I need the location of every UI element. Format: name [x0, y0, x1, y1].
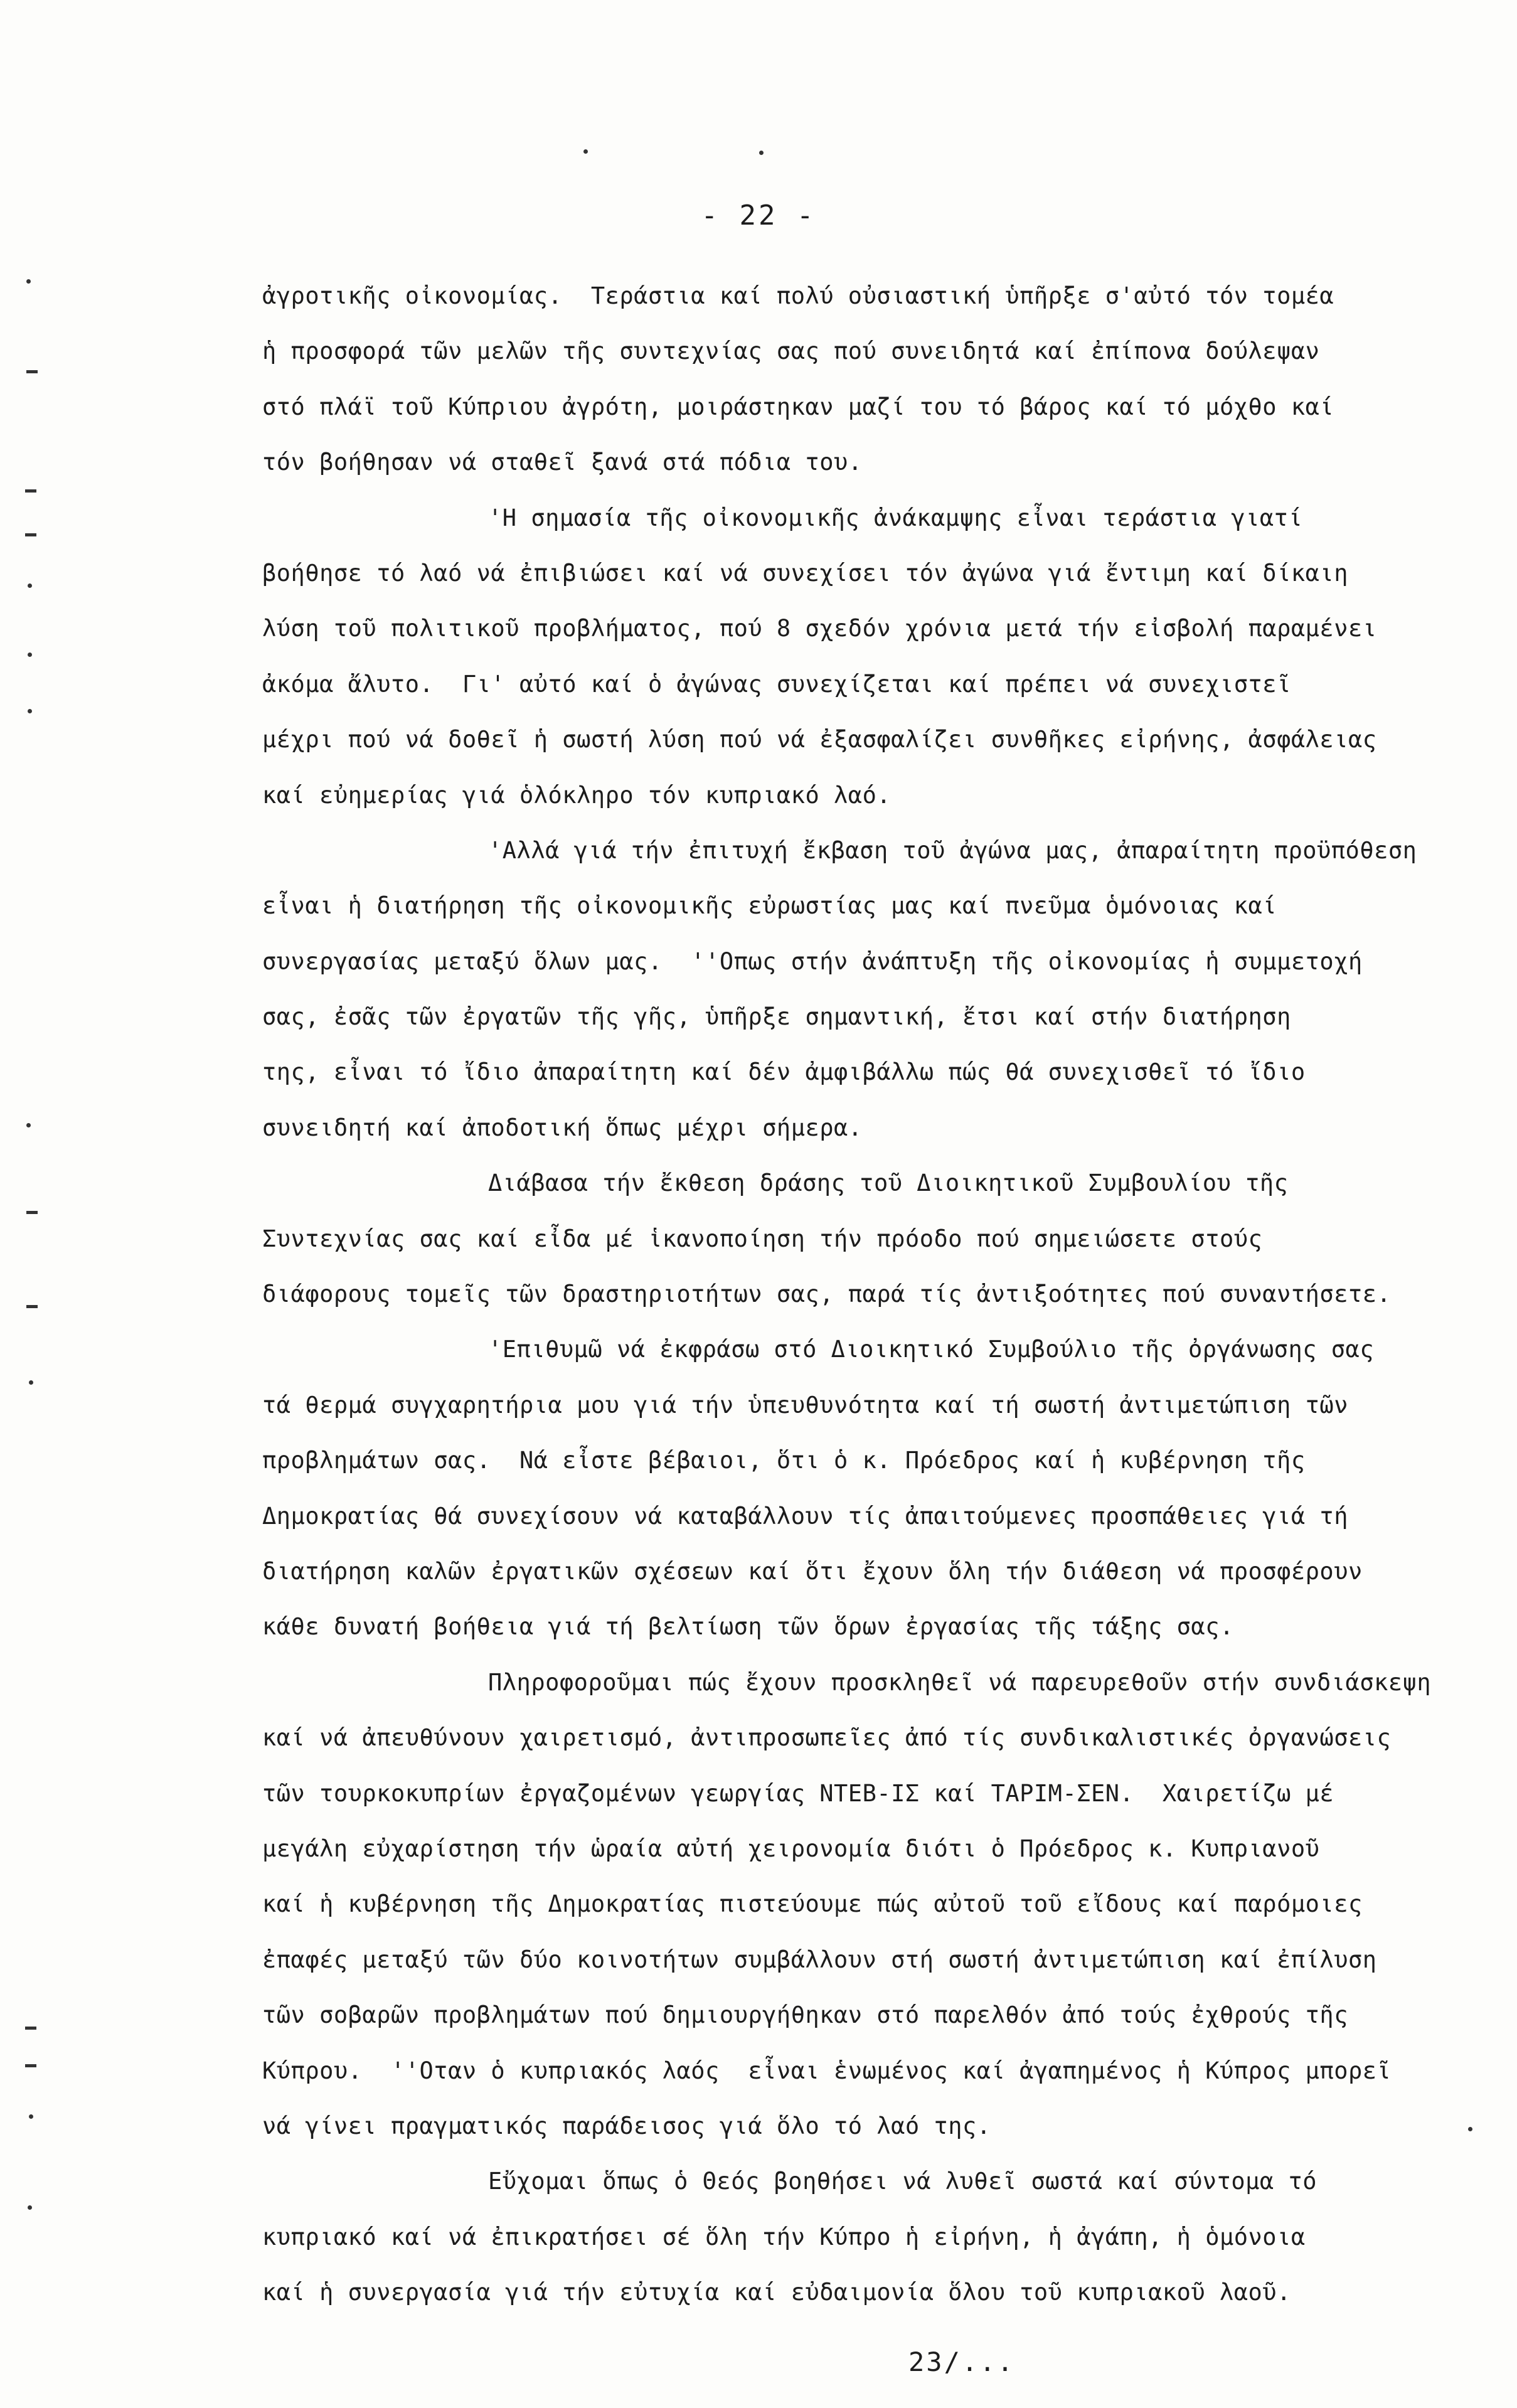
- text-line: Συντεχνίας σας καί εἶδα μέ ἱκανοποίηση τήν πρόοδο πού σημειώσετε στούς: [262, 1225, 1263, 1252]
- document-body: [262, 269, 1492, 2320]
- text-line: μέχρι πού νά δοθεῖ ἡ σωστή λύση πού νά ἐξασφαλίζει συνθῆκες εἰρήνης, ἀσφάλειας: [262, 726, 1377, 754]
- text-line: τῶν σοβαρῶν προβλημάτων πού δημιουργήθηκαν στό παρελθόν ἀπό τούς ἐχθρούς τῆς: [262, 2001, 1348, 2029]
- scan-speck: [26, 370, 38, 373]
- text-line: εἶναι ἡ διατήρηση τῆς οἰκονομικῆς εὐρωστίας μας καί πνεῦμα ὁμόνοιας καί: [262, 892, 1277, 920]
- text-line: καί ἡ συνεργασία γιά τήν εὐτυχία καί εὐδαιμονία ὅλου τοῦ κυπριακοῦ λαοῦ.: [262, 2279, 1291, 2306]
- text-line: Δημοκρατίας θά συνεχίσουν νά καταβάλλουν τίς ἀπαιτούμενες προσπάθειες γιά τή: [262, 1502, 1348, 1530]
- text-line: 'Η σημασία τῆς οἰκονομικῆς ἀνάκαμψης εἶναι τεράστια γιατί: [488, 504, 1303, 531]
- text-line: κάθε δυνατή βοήθεια γιά τή βελτίωση τῶν ὅρων ἐργασίας τῆς τάξης σας.: [262, 1613, 1234, 1641]
- text-line: 'Αλλά γιά τήν ἐπιτυχή ἔκβαση τοῦ ἀγώνα μας, ἀπαραίτητη προϋπόθεση: [488, 836, 1417, 864]
- text-line: λύση τοῦ πολιτικοῦ προβλήματος, πού 8 σχεδόν χρόνια μετά τήν εἰσβολή παραμένει: [262, 615, 1377, 642]
- text-line: διάφορους τομεῖς τῶν δραστηριοτήτων σας, παρά τίς ἀντιξοότητες πού συναντήσετε.: [262, 1281, 1392, 1308]
- scan-speck: [583, 149, 588, 154]
- text-line: Εὔχομαι ὅπως ὁ Θεός βοηθήσει νά λυθεῖ σωστά καί σύντομα τό: [488, 2168, 1317, 2195]
- text-line: καί εὐημερίας γιά ὁλόκληρο τόν κυπριακό λαό.: [262, 781, 892, 809]
- text-line: τῶν τουρκοκυπρίων ἐργαζομένων γεωργίας ΝΤΕΒ-ΙΣ καί ΤΑΡΙΜ-ΣΕΝ. Χαιρετίζω μέ: [262, 1779, 1334, 1807]
- text-line: Πληροφοροῦμαι πώς ἔχουν προσκληθεῖ νά παρευρεθοῦν στήν συνδιάσκεψη: [488, 1668, 1432, 1696]
- text-line: στό πλάϊ τοῦ Κύπριου ἀγρότη, μοιράστηκαν μαζί του τό βάρος καί τό μόχθο καί: [262, 393, 1334, 420]
- text-line: ἀκόμα ἄλυτο. Γι' αὐτό καί ὁ ἀγώνας συνεχίζεται καί πρέπει νά συνεχιστεῖ: [262, 670, 1291, 698]
- scan-speck: [25, 489, 36, 493]
- text-line: τόν βοήθησαν νά σταθεῖ ξανά στά πόδια του.: [262, 449, 863, 476]
- text-line: καί νά ἀπευθύνουν χαιρετισμό, ἀντιπροσωπεῖες ἀπό τίς συνδικαλιστικές ὀργανώσεις: [262, 1724, 1392, 1752]
- text-line: σας, ἐσᾶς τῶν ἐργατῶν τῆς γῆς, ὑπῆρξε σημαντική, ἔτσι καί στήν διατήρηση: [262, 1003, 1291, 1031]
- scan-speck: [26, 279, 31, 284]
- text-line: βοήθησε τό λαό νά ἐπιβιώσει καί νά συνεχίσει τόν ἀγώνα γιά ἔντιμη καί δίκαιη: [262, 559, 1348, 587]
- text-line: της, εἶναι τό ἴδιο ἀπαραίτητη καί δέν ἀμφιβάλλω πώς θά συνεχισθεῖ τό ἴδιο: [262, 1058, 1306, 1086]
- text-line: διατήρηση καλῶν ἐργατικῶν σχέσεων καί ὅτι ἔχουν ὅλη τήν διάθεση νά προσφέρουν: [262, 1557, 1363, 1585]
- page-number: - 22 -: [701, 200, 816, 232]
- scan-speck: [759, 151, 764, 155]
- scan-speck: [28, 2205, 32, 2210]
- scan-speck: [29, 2114, 33, 2119]
- scan-speck: [25, 2064, 36, 2067]
- text-line: Κύπρου. ''Οταν ὁ κυπριακός λαός εἶναι ἑνωμένος καί ἀγαπημένος ἡ Κύπρος μπορεῖ: [262, 2057, 1392, 2084]
- scan-speck: [26, 1305, 38, 1308]
- scan-speck: [25, 2027, 36, 2030]
- scan-speck: [25, 533, 36, 536]
- text-line: συνεργασίας μεταξύ ὅλων μας. ''Οπως στήν ἀνάπτυξη τῆς οἰκονομίας ἡ συμμετοχή: [262, 947, 1363, 975]
- text-line: μεγάλη εὐχαρίστηση τήν ὡραία αὐτή χειρονομία διότι ὁ Πρόεδρος κ. Κυπριανοῦ: [262, 1835, 1320, 1862]
- scan-speck: [28, 653, 32, 657]
- text-line: Διάβασα τήν ἔκθεση δράσης τοῦ Διοικητικοῦ Συμβουλίου τῆς: [488, 1169, 1289, 1197]
- scan-speck: [28, 709, 32, 713]
- scan-speck: [26, 1123, 31, 1127]
- text-line: προβλημάτων σας. Νά εἶστε βέβαιοι, ὅτι ὁ κ. Πρόεδρος καί ἡ κυβέρνηση τῆς: [262, 1447, 1306, 1474]
- text-line: ἡ προσφορά τῶν μελῶν τῆς συντεχνίας σας πού συνειδητά καί ἐπίπονα δούλεψαν: [262, 338, 1320, 365]
- continuation-marker: 23/...: [908, 2347, 1015, 2377]
- text-line: 'Επιθυμῶ νά ἐκφράσω στό Διοικητικό Συμβούλιο τῆς ὀργάνωσης σας: [488, 1336, 1375, 1363]
- text-line: νά γίνει πραγματικός παράδεισος γιά ὅλο τό λαό της.: [262, 2112, 991, 2139]
- scan-speck: [29, 1380, 33, 1385]
- text-line: καί ἡ κυβέρνηση τῆς Δημοκρατίας πιστεύουμε πώς αὐτοῦ τοῦ εἴδους καί παρόμοιες: [262, 1890, 1363, 1918]
- text-line: ἀγροτικῆς οἰκονομίας. Τεράστια καί πολύ οὐσιαστική ὑπῆρξε σ'αὐτό τόν τομέα: [262, 282, 1334, 309]
- text-line: κυπριακό καί νά ἐπικρατήσει σέ ὅλη τήν Κύπρο ἡ εἰρήνη, ἡ ἀγάπη, ἡ ὁμόνοια: [262, 2223, 1306, 2251]
- scan-speck: [26, 1211, 38, 1214]
- text-line: ἐπαφές μεταξύ τῶν δύο κοινοτήτων συμβάλλουν στή σωστή ἀντιμετώπιση καί ἐπίλυση: [262, 1946, 1377, 1973]
- text-line: τά θερμά συγχαρητήρια μου γιά τήν ὑπευθυνότητα καί τή σωστή ἀντιμετώπιση τῶν: [262, 1391, 1348, 1419]
- text-line: συνειδητή καί ἀποδοτική ὅπως μέχρι σήμερα.: [262, 1114, 863, 1141]
- scan-speck: [28, 583, 32, 588]
